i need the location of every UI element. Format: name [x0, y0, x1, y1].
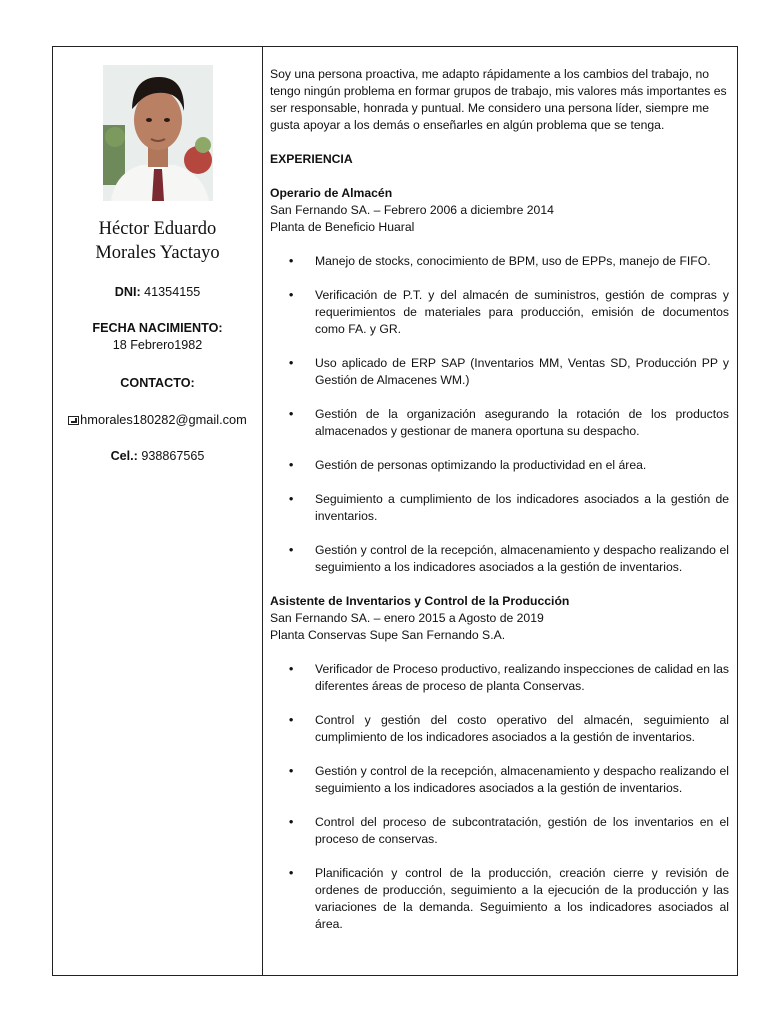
job-company: San Fernando SA. – Febrero 2006 a diciembre 2014 — [270, 203, 554, 217]
job-2 — [270, 593, 729, 933]
birth-label: FECHA NACIMIENTO: — [92, 321, 223, 335]
cel-row — [53, 448, 262, 465]
dni-label: DNI: — [114, 285, 141, 299]
birth-value: 18 Febrero1982 — [112, 338, 203, 352]
job-title: Operario de Almacén — [270, 186, 393, 200]
experience-heading: EXPERIENCIA — [270, 152, 353, 166]
contact-label: CONTACTO: — [120, 376, 195, 390]
email-row — [53, 411, 262, 428]
job-1-duties — [270, 253, 729, 576]
name-line-2: Morales Yactayo — [95, 243, 220, 263]
job-plant: Planta de Beneficio Huaral — [270, 220, 415, 234]
contact-label-row — [53, 375, 262, 392]
list-item: • Planificación y control de la producción, creación cierre y revisión de ordenes de producción, seguimiento a la ejecución de la producción y las variaciones de la demanda. Seguimiento a los indicadores asociados al área. — [270, 865, 729, 933]
job-1 — [270, 185, 729, 576]
list-item: • Uso aplicado de ERP SAP (Inventarios MM, Ventas SD, Producción PP y Gestión de Almacenes WM.) — [270, 355, 729, 389]
list-item: • Gestión y control de la recepción, almacenamiento y despacho realizando el seguimiento a los indicadores asociados a la gestión de inventarios. — [270, 542, 729, 576]
cv-page — [52, 46, 738, 976]
list-item: • Gestión y control de la recepción, almacenamiento y despacho realizando el seguimiento a los indicadores asociados a la gestión de inventarios. — [270, 763, 729, 797]
cel-label: Cel.: — [110, 449, 138, 463]
list-item: • Verificador de Proceso productivo, realizando inspecciones de calidad en las diferentes áreas de proceso de planta Conservas. — [270, 661, 729, 695]
list-item: • Control del proceso de subcontratación, gestión de los inventarios en el proceso de conservas. — [270, 814, 729, 848]
content-column — [263, 47, 737, 975]
dni-value: 41354155 — [144, 285, 201, 299]
job-plant: Planta Conservas Supe San Fernando S.A. — [270, 628, 506, 642]
list-item: • Seguimiento a cumplimiento de los indicadores asociados a la gestión de inventarios. — [270, 491, 729, 525]
profile-photo — [103, 65, 213, 201]
job-company: San Fernando SA. – enero 2015 a Agosto de 2019 — [270, 611, 544, 625]
list-item: • Manejo de stocks, conocimiento de BPM, uso de EPPs, manejo de FIFO. — [270, 253, 729, 270]
profile-column — [53, 47, 263, 975]
email-icon — [68, 416, 79, 425]
name-line-1: Héctor Eduardo — [98, 219, 217, 239]
job-2-duties — [270, 661, 729, 933]
cel-value: 938867565 — [141, 449, 205, 463]
intro-paragraph: Soy una persona proactiva, me adapto rápidamente a los cambios del trabajo, no tengo ningún problema en formar grupos de trabajo, mis valores más importantes es ser responsable, honrada y puntual. Me considero una persona líder, siempre me gusta apoyar a los demás o enseñarles en algún problema que se tenga. — [270, 67, 727, 132]
birth-block — [53, 320, 262, 354]
job-title: Asistente de Inventarios y Control de la Producción — [270, 594, 570, 608]
list-item: • Verificación de P.T. y del almacén de suministros, gestión de compras y requerimientos de materiales para producción, emisión de documentos como FA. y GR. — [270, 287, 729, 338]
email-link[interactable]: hmorales180282@gmail.com — [80, 412, 247, 427]
profile-name — [53, 217, 262, 265]
list-item: • Gestión de la organización asegurando la rotación de los productos almacenados y gestionar de manera oportuna su despacho. — [270, 406, 729, 440]
list-item: • Control y gestión del costo operativo del almacén, seguimiento al cumplimiento de los indicadores asociados a la gestión de inventarios. — [270, 712, 729, 746]
dni-row — [53, 284, 262, 301]
list-item: • Gestión de personas optimizando la productividad en el área. — [270, 457, 729, 474]
